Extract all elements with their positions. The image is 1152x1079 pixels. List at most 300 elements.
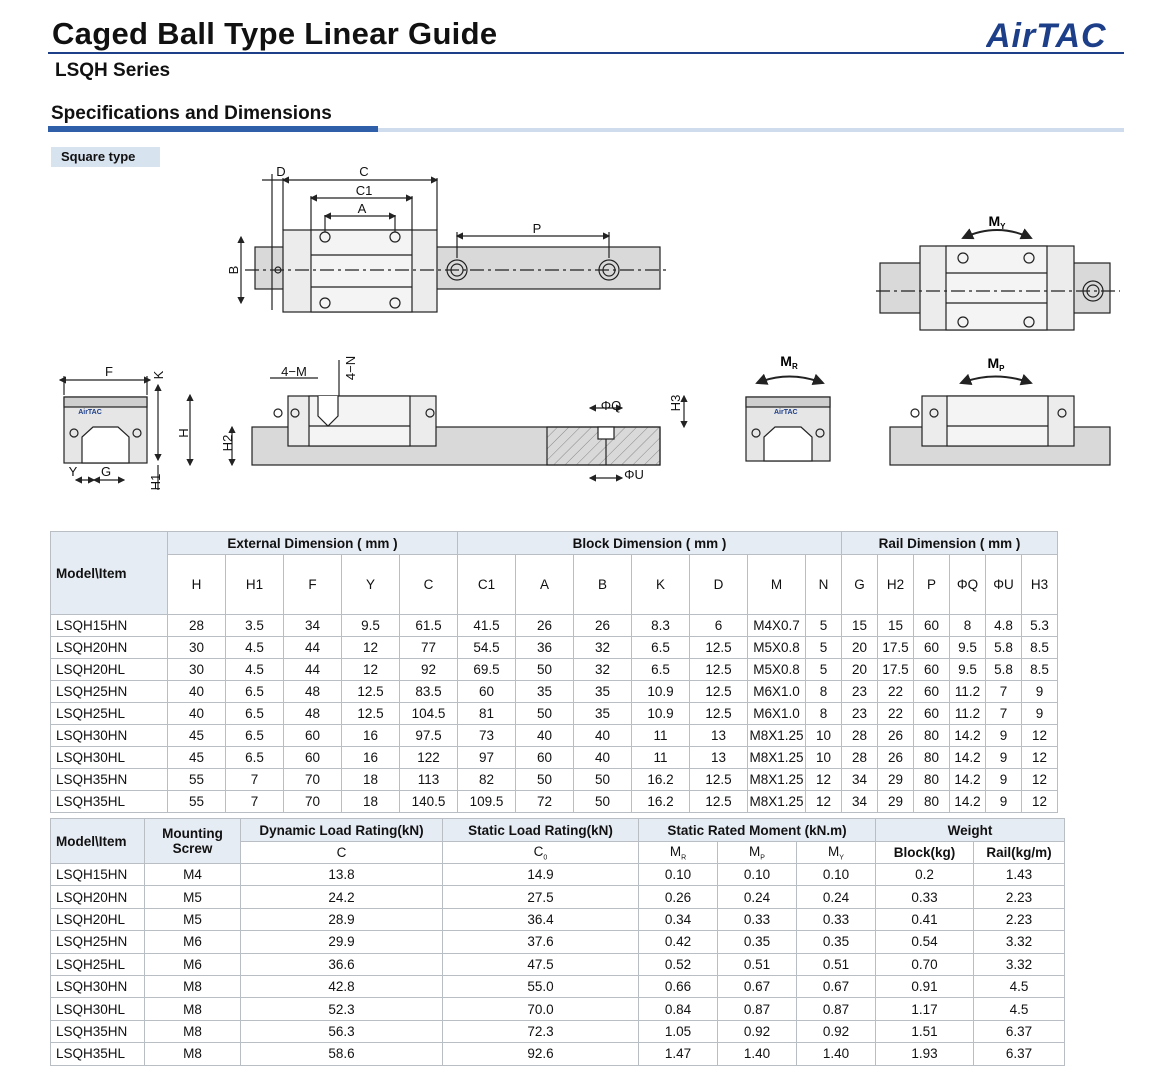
value-cell: 48 [284,703,342,725]
value-cell: 40 [516,725,574,747]
value-cell: 0.51 [718,953,797,975]
column-header-3: Y [342,555,400,615]
value-cell: 7 [986,703,1022,725]
value-cell: M5X0.8 [748,637,806,659]
value-cell: 70 [284,769,342,791]
value-cell: 16 [342,747,400,769]
value-cell: 113 [400,769,458,791]
value-cell: 3.32 [974,953,1065,975]
value-cell: 32 [574,659,632,681]
label-F: F [105,364,113,379]
value-cell: 48 [284,681,342,703]
value-cell: 0.10 [639,864,718,886]
value-cell: 0.67 [797,975,876,997]
value-cell: 0.24 [718,886,797,908]
value-cell: 9 [1022,681,1058,703]
value-cell: 28.9 [241,908,443,930]
value-cell: 30 [168,659,226,681]
value-cell: 97 [458,747,516,769]
model-cell: LSQH20HL [51,908,145,930]
value-cell: 23 [842,681,878,703]
model-cell: LSQH25HL [51,953,145,975]
value-cell: 6.5 [632,659,690,681]
model-cell: LSQH25HN [51,681,168,703]
value-cell: 40 [574,725,632,747]
label-H1: H1 [148,473,163,491]
column-header-8: K [632,555,690,615]
value-cell: 55 [168,791,226,813]
label-A: A [357,201,367,216]
value-cell: 0.34 [639,908,718,930]
top-view-drawing [241,174,670,312]
value-cell: 9.5 [342,615,400,637]
value-cell: 12 [1022,791,1058,813]
value-cell: 35 [516,681,574,703]
value-cell: 29 [878,791,914,813]
value-cell: 9 [1022,703,1058,725]
value-cell: 15 [878,615,914,637]
value-cell: 109.5 [458,791,516,813]
value-cell: 12.5 [690,703,748,725]
label-C1: C1 [355,183,373,198]
value-cell: 14.2 [950,769,986,791]
sub-mr: $M_R$ [639,842,718,864]
column-header-13: H2 [878,555,914,615]
table-row [51,615,1058,637]
value-cell: 8 [806,703,842,725]
table-row [51,864,1065,886]
column-header-10: M [748,555,806,615]
value-cell: 6 [690,615,748,637]
value-cell: 26 [516,615,574,637]
column-header-16: ΦU [986,555,1022,615]
value-cell: 10 [806,747,842,769]
value-cell: M8 [145,1020,241,1042]
svg-text:AirTAC: AirTAC [986,17,1107,54]
label-G: G [100,464,112,479]
value-cell: 97.5 [400,725,458,747]
model-cell: LSQH15HN [51,615,168,637]
value-cell: M4X0.7 [748,615,806,637]
column-header-5: C1 [458,555,516,615]
value-cell: 13 [690,747,748,769]
model-cell: LSQH20HL [51,659,168,681]
value-cell: 10.9 [632,703,690,725]
value-cell: 80 [914,725,950,747]
column-header-2: F [284,555,342,615]
value-cell: 1.17 [876,998,974,1020]
value-cell: 4.5 [974,975,1065,997]
value-cell: 70 [284,791,342,813]
value-cell: 5 [806,637,842,659]
value-cell: M8 [145,1043,241,1065]
table-row [51,791,1058,813]
value-cell: 23 [842,703,878,725]
value-cell: 60 [914,659,950,681]
value-cell: 6.37 [974,1020,1065,1042]
value-cell: 0.33 [718,908,797,930]
model-cell: LSQH30HN [51,725,168,747]
table-row [51,931,1065,953]
value-cell: 14.9 [443,864,639,886]
value-cell: 13.8 [241,864,443,886]
value-cell: 1.47 [639,1043,718,1065]
value-cell: 7 [226,791,284,813]
column-header-1: H1 [226,555,284,615]
value-cell: 14.2 [950,747,986,769]
load-rating-table [50,818,1065,1066]
value-cell: 55.0 [443,975,639,997]
label-phiU: ΦU [624,467,644,482]
value-cell: 17.5 [878,659,914,681]
value-cell: 0.54 [876,931,974,953]
value-cell: M4 [145,864,241,886]
value-cell: M8 [145,975,241,997]
value-cell: 0.24 [797,886,876,908]
dimension-drawings [0,0,1152,520]
value-cell: M5 [145,886,241,908]
value-cell: 17.5 [878,637,914,659]
value-cell: 73 [458,725,516,747]
page-subtitle: LSQH Series [55,60,171,81]
value-cell: 0.66 [639,975,718,997]
label-H3: H3 [668,394,683,412]
value-cell: 2.23 [974,908,1065,930]
front-view-drawing [60,376,190,490]
value-cell: M6X1.0 [748,681,806,703]
value-cell: 0.35 [797,931,876,953]
value-cell: 45 [168,725,226,747]
value-cell: 69.5 [458,659,516,681]
value-cell: 9 [986,747,1022,769]
value-cell: 36.6 [241,953,443,975]
column-header-9: D [690,555,748,615]
value-cell: M8X1.25 [748,747,806,769]
value-cell: 5.3 [1022,615,1058,637]
value-cell: 104.5 [400,703,458,725]
value-cell: 60 [914,703,950,725]
value-cell: 1.05 [639,1020,718,1042]
dynamic-load-header: Dynamic Load Rating(kN) [241,819,443,842]
value-cell: 60 [914,637,950,659]
table-row [51,886,1065,908]
value-cell: 0.51 [797,953,876,975]
model-cell: LSQH25HL [51,703,168,725]
value-cell: 0.84 [639,998,718,1020]
table-row [51,908,1065,930]
value-cell: 7 [986,681,1022,703]
value-cell: 24.2 [241,886,443,908]
value-cell: 1.40 [797,1043,876,1065]
value-cell: 16 [342,725,400,747]
dimension-table [50,531,1058,813]
static-load-header: Static Load Rating(kN) [443,819,639,842]
page-title: Caged Ball Type Linear Guide [52,16,498,51]
label-H2: H2 [220,434,235,452]
value-cell: 11.2 [950,703,986,725]
value-cell: 60 [914,615,950,637]
value-cell: M8X1.25 [748,791,806,813]
value-cell: 12.5 [690,659,748,681]
table-row [51,769,1058,791]
value-cell: 37.6 [443,931,639,953]
value-cell: 12 [806,791,842,813]
value-cell: 77 [400,637,458,659]
value-cell: 92.6 [443,1043,639,1065]
value-cell: M8 [145,998,241,1020]
value-cell: 0.70 [876,953,974,975]
column-header-12: G [842,555,878,615]
model-cell: LSQH30HN [51,975,145,997]
sub-block: Block(kg) [876,842,974,864]
value-cell: 27.5 [443,886,639,908]
value-cell: 16.2 [632,791,690,813]
value-cell: 82 [458,769,516,791]
value-cell: 56.3 [241,1020,443,1042]
value-cell: 10.9 [632,681,690,703]
section-heading: Specifications and Dimensions [51,103,332,124]
value-cell: M8X1.25 [748,769,806,791]
value-cell: 0.33 [876,886,974,908]
label-4-M: 4−M [281,364,307,379]
value-cell: 12.5 [690,637,748,659]
label-D: D [276,164,286,179]
label-C: C [359,164,369,179]
value-cell: 29.9 [241,931,443,953]
value-cell: 0.2 [876,864,974,886]
moment-mp-drawing [890,377,1110,466]
value-cell: 0.91 [876,975,974,997]
table-row [51,998,1065,1020]
table-row [51,637,1058,659]
value-cell: 6.5 [226,681,284,703]
value-cell: 44 [284,659,342,681]
sub-rail: Rail(kg/m) [974,842,1065,864]
label-MR: $M_R$ [780,353,798,371]
group-rail: Rail Dimension ( mm ) [842,532,1058,555]
moment-mr-drawing [746,377,830,462]
value-cell: 80 [914,791,950,813]
value-cell: M8X1.25 [748,725,806,747]
value-cell: 8 [806,681,842,703]
value-cell: 41.5 [458,615,516,637]
table-row [51,1020,1065,1042]
value-cell: 28 [842,747,878,769]
value-cell: 60 [458,681,516,703]
value-cell: 11.2 [950,681,986,703]
value-cell: 6.5 [226,747,284,769]
value-cell: 12.5 [690,681,748,703]
value-cell: M6 [145,931,241,953]
value-cell: 0.92 [797,1020,876,1042]
table-row [51,703,1058,725]
value-cell: 2.23 [974,886,1065,908]
value-cell: M5X0.8 [748,659,806,681]
value-cell: 18 [342,769,400,791]
value-cell: 0.92 [718,1020,797,1042]
value-cell: 0.87 [797,998,876,1020]
value-cell: 12.5 [342,703,400,725]
value-cell: 54.5 [458,637,516,659]
value-cell: 4.5 [974,998,1065,1020]
table-row [51,1043,1065,1065]
value-cell: 92 [400,659,458,681]
sub-c: C [241,842,443,864]
model-cell: LSQH20HN [51,637,168,659]
model-cell: LSQH25HN [51,931,145,953]
value-cell: 0.35 [718,931,797,953]
value-cell: 32 [574,637,632,659]
value-cell: 5 [806,659,842,681]
value-cell: 1.93 [876,1043,974,1065]
value-cell: 0.10 [797,864,876,886]
mr-block-logo: AirTAC [774,409,798,416]
model-cell: LSQH15HN [51,864,145,886]
value-cell: 35 [574,703,632,725]
value-cell: 28 [842,725,878,747]
value-cell: 34 [842,769,878,791]
value-cell: M5 [145,908,241,930]
value-cell: 12 [1022,769,1058,791]
value-cell: 5 [806,615,842,637]
value-cell: 45 [168,747,226,769]
value-cell: 8.5 [1022,637,1058,659]
value-cell: 9 [986,791,1022,813]
type-badge: Square type [51,147,160,167]
model-cell: LSQH30HL [51,998,145,1020]
table-row [51,953,1065,975]
moment-my-drawing [876,230,1120,330]
value-cell: 9.5 [950,659,986,681]
value-cell: 52.3 [241,998,443,1020]
value-cell: 1.43 [974,864,1065,886]
value-cell: 50 [574,769,632,791]
value-cell: 3.32 [974,931,1065,953]
mounting-screw-header: Mounting Screw [145,819,241,864]
value-cell: 22 [878,703,914,725]
block-logo-text: AirTAC [78,409,102,416]
value-cell: 8.5 [1022,659,1058,681]
value-cell: 4.5 [226,637,284,659]
label-phiQ: ΦQ [600,398,622,413]
table-row [51,681,1058,703]
value-cell: 72.3 [443,1020,639,1042]
model-cell: LSQH35HN [51,769,168,791]
model-cell: LSQH35HN [51,1020,145,1042]
value-cell: 80 [914,747,950,769]
value-cell: 1.51 [876,1020,974,1042]
value-cell: 6.37 [974,1043,1065,1065]
value-cell: 14.2 [950,725,986,747]
value-cell: 50 [516,659,574,681]
value-cell: 0.42 [639,931,718,953]
table-row [51,747,1058,769]
table-row [51,975,1065,997]
model-cell: LSQH20HN [51,886,145,908]
value-cell: 26 [574,615,632,637]
value-cell: 83.5 [400,681,458,703]
value-cell: 12.5 [690,769,748,791]
value-cell: 12.5 [690,791,748,813]
value-cell: 12 [1022,747,1058,769]
value-cell: 8 [950,615,986,637]
label-MY: $M_Y$ [988,213,1006,231]
label-Y: Y [68,464,78,479]
group-external: External Dimension ( mm ) [168,532,458,555]
value-cell: 34 [842,791,878,813]
value-cell: 12 [1022,725,1058,747]
value-cell: 26 [878,747,914,769]
value-cell: 12 [342,659,400,681]
column-header-15: ΦQ [950,555,986,615]
value-cell: 0.10 [718,864,797,886]
value-cell: 55 [168,769,226,791]
sub-mp: $M_P$ [718,842,797,864]
value-cell: M6 [145,953,241,975]
model-cell: LSQH30HL [51,747,168,769]
value-cell: 13 [690,725,748,747]
value-cell: 47.5 [443,953,639,975]
value-cell: 35 [574,681,632,703]
value-cell: 22 [878,681,914,703]
column-header-17: H3 [1022,555,1058,615]
value-cell: 36 [516,637,574,659]
value-cell: 4.8 [986,615,1022,637]
value-cell: 0.41 [876,908,974,930]
value-cell: 140.5 [400,791,458,813]
value-cell: 15 [842,615,878,637]
column-header-11: N [806,555,842,615]
value-cell: 58.6 [241,1043,443,1065]
value-cell: 60 [284,747,342,769]
column-header-4: C [400,555,458,615]
value-cell: 61.5 [400,615,458,637]
value-cell: 12 [806,769,842,791]
label-B: B [226,265,241,275]
column-header-6: A [516,555,574,615]
value-cell: 18 [342,791,400,813]
value-cell: 40 [168,681,226,703]
value-cell: 80 [914,769,950,791]
value-cell: 30 [168,637,226,659]
value-cell: 72 [516,791,574,813]
value-cell: 26 [878,725,914,747]
value-cell: 50 [574,791,632,813]
column-header-14: P [914,555,950,615]
value-cell: 60 [914,681,950,703]
value-cell: 9 [986,769,1022,791]
table-row [51,659,1058,681]
label-P: P [532,221,542,236]
value-cell: 50 [516,769,574,791]
value-cell: 40 [574,747,632,769]
value-cell: 6.5 [226,725,284,747]
value-cell: 14.2 [950,791,986,813]
value-cell: 6.5 [226,703,284,725]
value-cell: 44 [284,637,342,659]
static-moment-header: Static Rated Moment (kN.m) [639,819,876,842]
value-cell: 40 [168,703,226,725]
label-H: H [176,428,191,438]
weight-header: Weight [876,819,1065,842]
value-cell: 3.5 [226,615,284,637]
label-4-N: 4−N [343,355,358,381]
sub-c0: $C_0$ [443,842,639,864]
value-cell: 11 [632,725,690,747]
value-cell: 9.5 [950,637,986,659]
value-cell: 7 [226,769,284,791]
value-cell: 42.8 [241,975,443,997]
